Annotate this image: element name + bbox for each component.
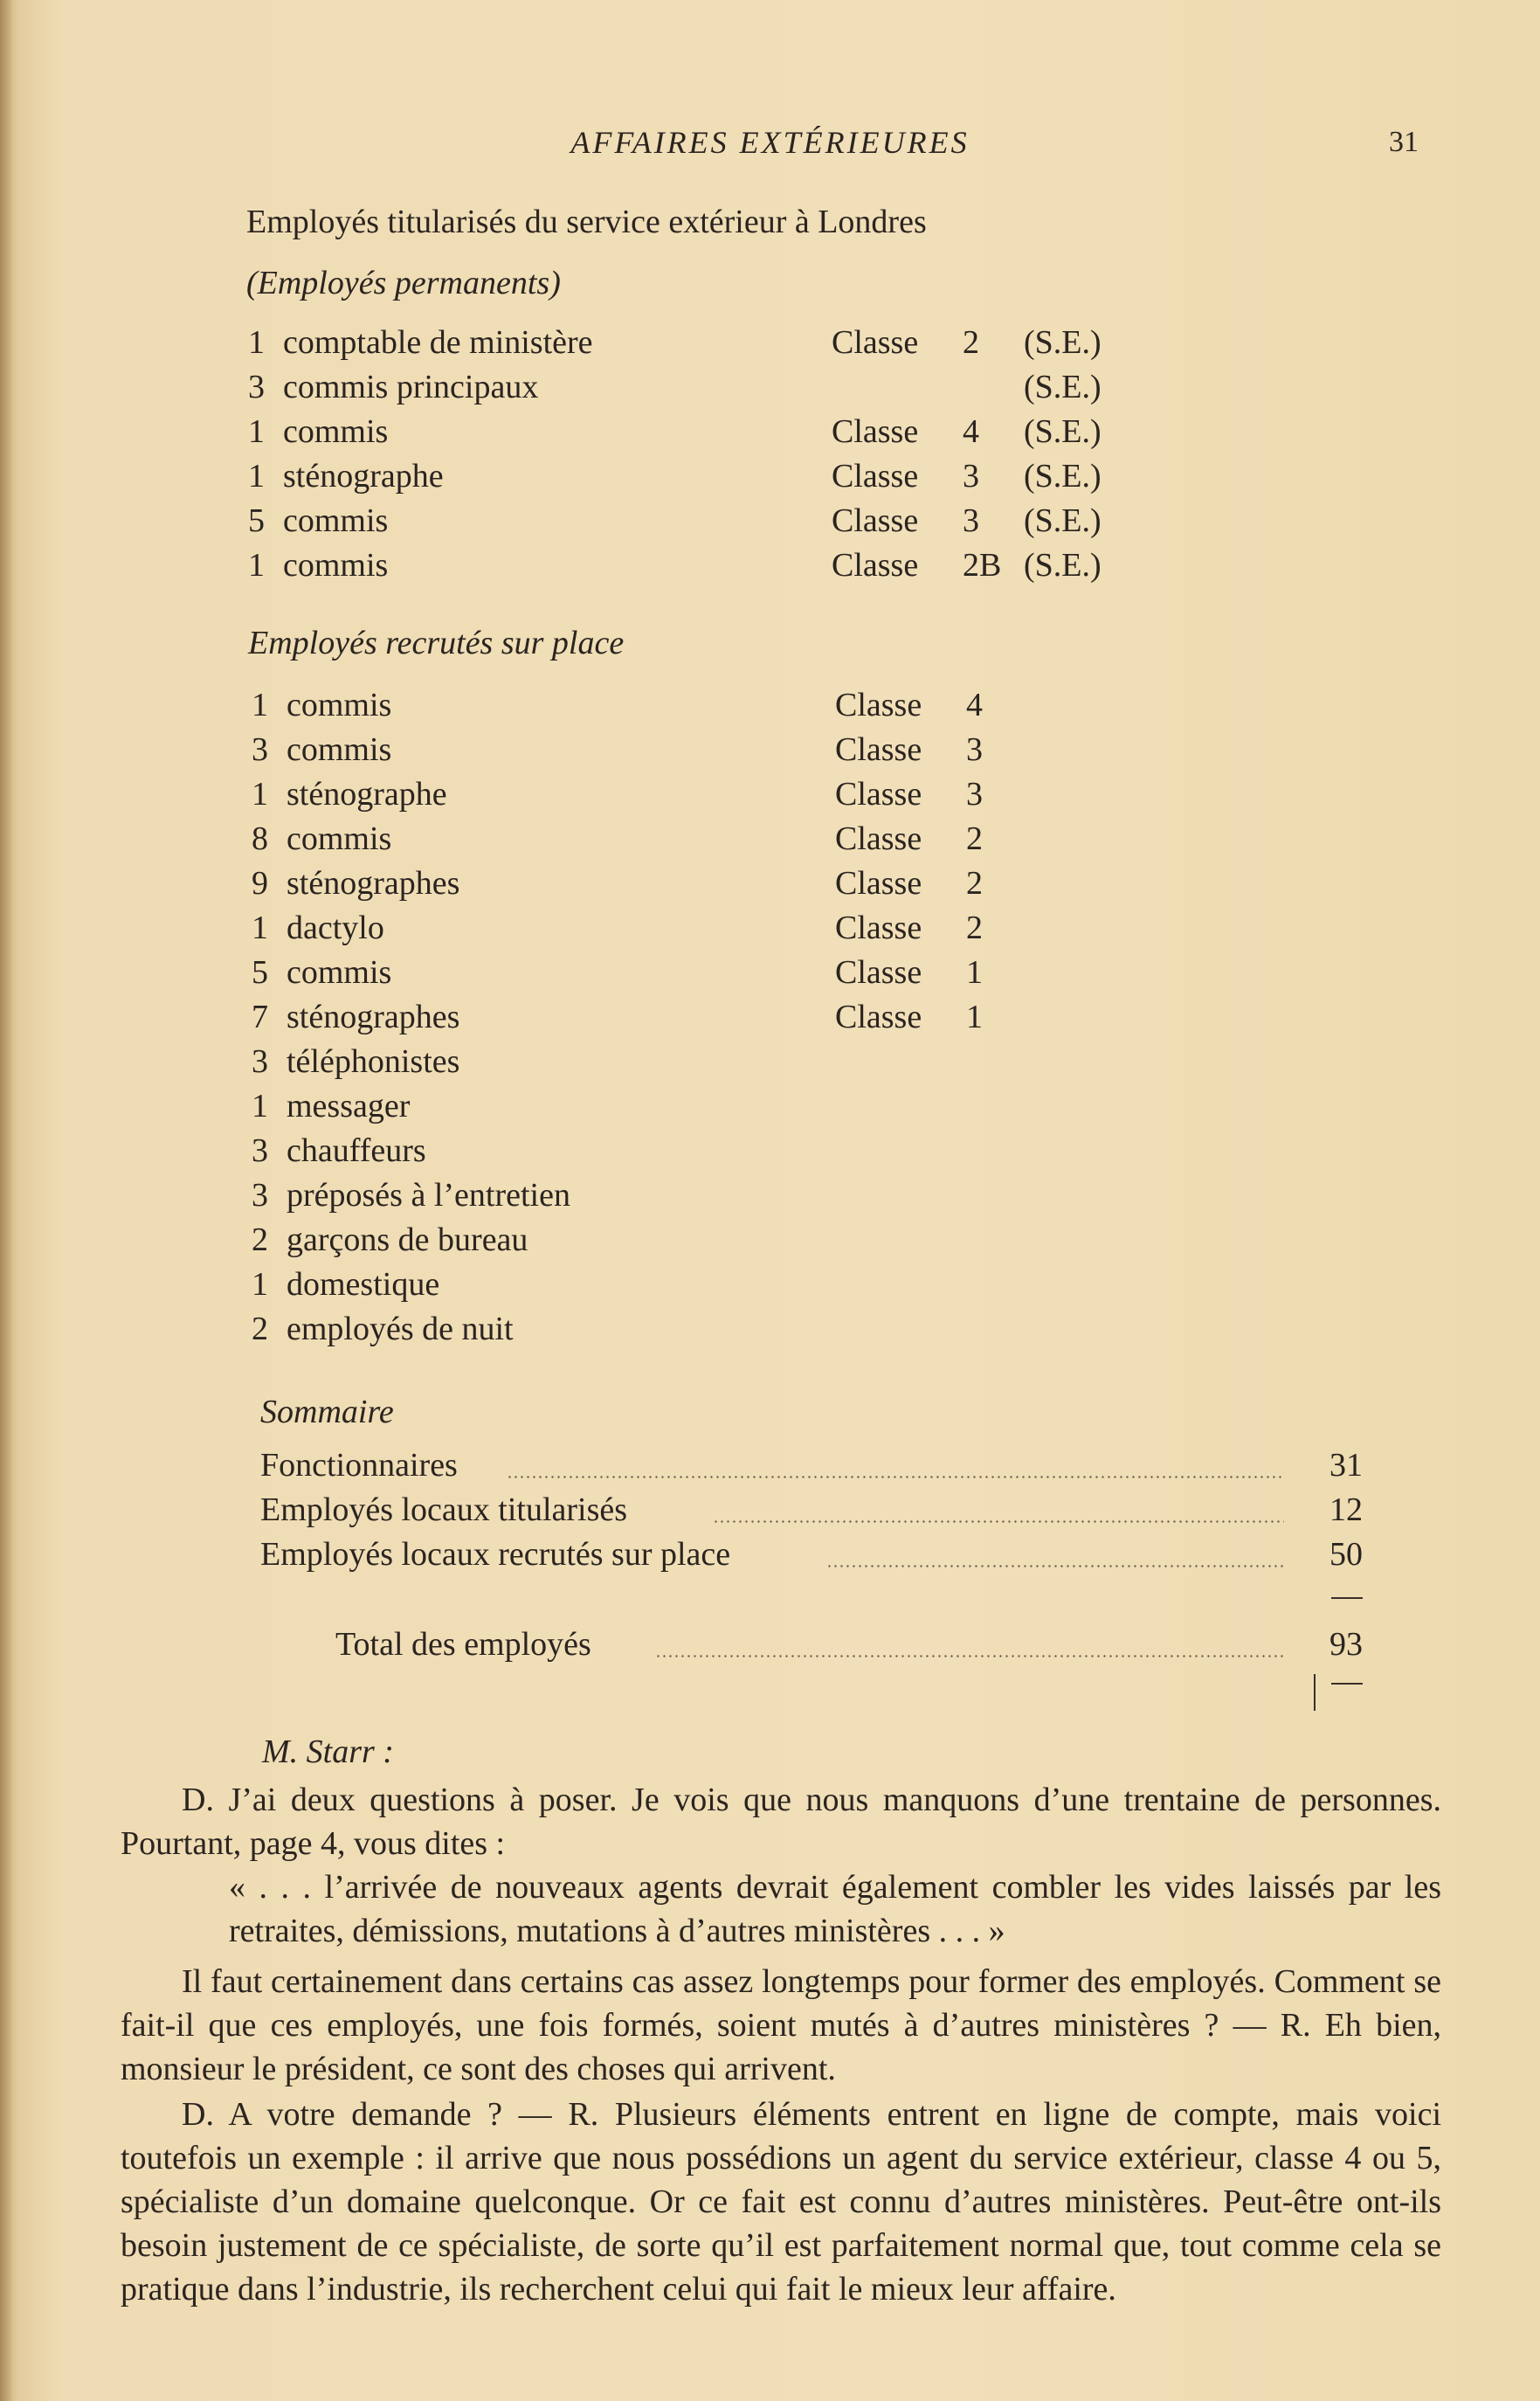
section1-subtitle: (Employés permanents) xyxy=(246,265,561,301)
row-quantity: 8 xyxy=(252,820,268,857)
table-row xyxy=(252,1310,1081,1353)
row-classe: Classe xyxy=(832,547,919,584)
total-row xyxy=(335,1625,1363,1671)
row-quantity: 3 xyxy=(252,1132,268,1169)
summary-value: 31 xyxy=(1329,1447,1363,1484)
table-row xyxy=(248,546,1165,590)
row-label: commis xyxy=(287,687,392,723)
table-row xyxy=(252,1042,1081,1086)
summary-value: 50 xyxy=(1329,1536,1363,1573)
row-classe: Classe xyxy=(835,776,922,813)
row-label: préposés à l’entretien xyxy=(287,1177,570,1214)
row-class-number: 4 xyxy=(966,687,983,723)
leader-dots xyxy=(655,1655,1284,1657)
row-quantity: 1 xyxy=(248,324,265,361)
row-class-number: 2 xyxy=(963,324,979,361)
row-classe: Classe xyxy=(835,954,922,991)
table-row xyxy=(248,368,1165,412)
row-label: comptable de ministère xyxy=(283,324,593,361)
table-row xyxy=(252,820,1081,863)
leader-dots xyxy=(826,1565,1284,1567)
row-classe: Classe xyxy=(832,458,919,495)
section2-title: Employés recrutés sur place xyxy=(248,625,625,661)
row-quantity: 3 xyxy=(252,1043,268,1080)
table-row xyxy=(248,412,1165,456)
table-row xyxy=(252,686,1081,730)
quote: « . . . l’arrivée de nouveaux agents devrait également combler les vides laissés par les retraites, démissions, mutations à d’autres ministères . . . » xyxy=(229,1869,1441,1949)
section1-title: Employés titularisés du service extérieur à Londres xyxy=(246,204,927,240)
row-classe: Classe xyxy=(832,502,919,539)
table-row xyxy=(252,953,1081,997)
table-row xyxy=(252,1221,1081,1264)
row-classe: Classe xyxy=(835,910,922,946)
row-class-number: 3 xyxy=(966,776,983,813)
table-row xyxy=(252,998,1081,1041)
total-rule xyxy=(1331,1683,1363,1685)
row-quantity: 2 xyxy=(252,1221,268,1258)
row-quantity: 1 xyxy=(248,458,265,495)
row-classe: Classe xyxy=(835,999,922,1035)
running-header: AFFAIRES EXTÉRIEURES xyxy=(570,125,970,160)
row-class-number: 2 xyxy=(966,820,983,857)
row-class-number: 1 xyxy=(966,999,983,1035)
table-row xyxy=(252,909,1081,952)
row-label: commis xyxy=(287,731,392,768)
row-label: commis xyxy=(287,820,392,857)
row-label: domestique xyxy=(287,1266,440,1303)
row-class-number: 3 xyxy=(966,731,983,768)
speaker: M. Starr : xyxy=(262,1733,394,1770)
table-row xyxy=(252,730,1081,774)
row-class-number: 3 xyxy=(963,458,979,495)
summary-value: 12 xyxy=(1329,1491,1363,1528)
summary-title: Sommaire xyxy=(260,1394,394,1430)
row-quantity: 1 xyxy=(252,776,268,813)
summary-label: Fonctionnaires xyxy=(260,1447,458,1484)
row-service: (S.E.) xyxy=(1024,547,1101,584)
row-class-number: 4 xyxy=(963,413,979,450)
row-label: sténographe xyxy=(287,776,447,813)
table-row xyxy=(252,1131,1081,1175)
row-service: (S.E.) xyxy=(1024,502,1101,539)
row-service: (S.E.) xyxy=(1024,458,1101,495)
row-classe: Classe xyxy=(835,687,922,723)
paragraph-2: Il faut certainement dans certains cas assez longtemps pour former des employés. Comment se fait-il que ces employés, une fois formés, soient mutés à d’autres ministères ? — R. Eh bien, monsieur le président, ce sont des choses qui arrivent. xyxy=(121,1963,1441,2087)
total-label: Total des employés xyxy=(335,1626,591,1663)
row-label: employés de nuit xyxy=(287,1311,514,1347)
row-class-number: 1 xyxy=(966,954,983,991)
row-label: commis xyxy=(283,413,389,450)
row-label: téléphonistes xyxy=(287,1043,460,1080)
row-label: sténographes xyxy=(287,865,460,902)
row-classe: Classe xyxy=(832,413,919,450)
row-label: chauffeurs xyxy=(287,1132,426,1169)
row-service: (S.E.) xyxy=(1024,369,1101,405)
row-class-number: 2 xyxy=(966,910,983,946)
subtotal-rule xyxy=(1331,1597,1363,1599)
row-quantity: 1 xyxy=(252,910,268,946)
row-label: sténographes xyxy=(287,999,460,1035)
summary-row xyxy=(260,1446,1363,1491)
leader-dots xyxy=(507,1476,1284,1478)
row-label: messager xyxy=(287,1088,411,1124)
row-quantity: 5 xyxy=(248,502,265,539)
row-service: (S.E.) xyxy=(1024,413,1101,450)
row-label: dactylo xyxy=(287,910,384,946)
leader-dots xyxy=(713,1520,1284,1523)
row-label: commis xyxy=(283,547,389,584)
paragraph-1: D. J’ai deux questions à poser. Je vois que nous manquons d’une trentaine de personnes. Pourtant, page 4, vous dites : xyxy=(121,1782,1441,1862)
summary-label: Employés locaux titularisés xyxy=(260,1491,628,1528)
row-classe: Classe xyxy=(835,731,922,768)
page-number: 31 xyxy=(1389,126,1419,158)
table-row xyxy=(248,502,1165,545)
table-row xyxy=(248,457,1165,501)
total-value: 93 xyxy=(1329,1626,1363,1663)
row-quantity: 1 xyxy=(248,413,265,450)
row-quantity: 3 xyxy=(252,1177,268,1214)
row-label: commis xyxy=(283,502,389,539)
row-class-number: 2B xyxy=(963,547,1002,584)
row-label: garçons de bureau xyxy=(287,1221,528,1258)
row-service: (S.E.) xyxy=(1024,324,1101,361)
row-quantity: 2 xyxy=(252,1311,268,1347)
table-row xyxy=(252,864,1081,908)
table-row xyxy=(248,323,1165,367)
summary-row xyxy=(260,1535,1363,1581)
table-row xyxy=(252,775,1081,819)
row-quantity: 1 xyxy=(248,547,265,584)
row-quantity: 5 xyxy=(252,954,268,991)
row-quantity: 1 xyxy=(252,1088,268,1124)
table-row xyxy=(252,1176,1081,1220)
summary-row xyxy=(260,1491,1363,1536)
row-class-number: 3 xyxy=(963,502,979,539)
row-label: sténographe xyxy=(283,458,444,495)
row-classe: Classe xyxy=(832,324,919,361)
book-spine-shadow xyxy=(0,0,12,2401)
row-quantity: 9 xyxy=(252,865,268,902)
row-class-number: 2 xyxy=(966,865,983,902)
row-label: commis xyxy=(287,954,392,991)
row-classe: Classe xyxy=(835,865,922,902)
row-quantity: 3 xyxy=(248,369,265,405)
total-bracket xyxy=(1314,1674,1316,1711)
summary-label: Employés locaux recrutés sur place xyxy=(260,1536,731,1573)
paragraph-3: D. A votre demande ? — R. Plusieurs éléments entrent en ligne de compte, mais voici toutefois un exemple : il arrive que nous possédions un agent du service extérieur, classe 4 ou 5, spécialiste d’un domaine quelconque. Or ce fait est connu d’autres ministères. Peut-être ont-ils besoin justement de ce spécialiste, de sorte qu’il est parfaitement normal que, tout comme cela se pratique dans l’industrie, ils recherchent celui qui fait le mieux leur affaire. xyxy=(121,2096,1441,2308)
table-row xyxy=(252,1087,1081,1131)
row-quantity: 7 xyxy=(252,999,268,1035)
row-classe: Classe xyxy=(835,820,922,857)
row-quantity: 1 xyxy=(252,687,268,723)
row-quantity: 3 xyxy=(252,731,268,768)
row-label: commis principaux xyxy=(283,369,539,405)
row-quantity: 1 xyxy=(252,1266,268,1303)
table-row xyxy=(252,1265,1081,1309)
